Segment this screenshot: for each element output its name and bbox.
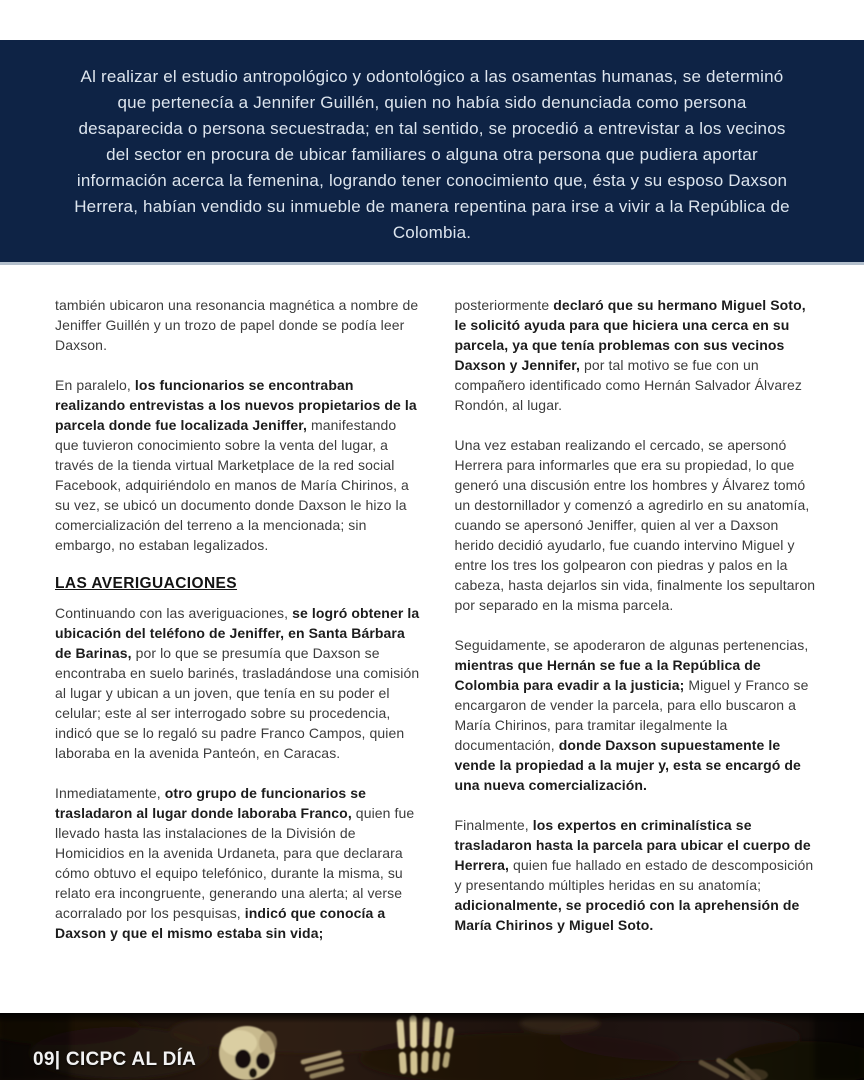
paragraph-text-run: también ubicaron una resonancia magnética a nombre de Jeniffer Guillén y un trozo de papel donde se podía leer Daxson. — [55, 297, 419, 353]
article-paragraph — [55, 295, 421, 355]
paragraph-text-run: Inmediatamente, — [55, 785, 165, 801]
paragraph-text-run: Una vez estaban realizando el cercado, se apersonó Herrera para informarles que era su propiedad, lo que generó una discusión entre los hombres y Álvarez tomó un destornillador y comenzó a agredirlo en su anatomía, cuando se apersonó Jeniffer, quien al ver a Daxson herido decidió ayudarlo, fue cuando intervino Miguel y entre los tres los golpearon con piedras y palos en la cabeza, hasta dejarlos sin vida, finalmente los sepultaron por separado en la misma parcela. — [454, 437, 816, 613]
article-paragraph — [455, 435, 821, 615]
paragraph-bold-run: declaró que su hermano Miguel Soto, le solicitó ayuda para que hiciera una cerca en su parcela, ya que tenía problemas con sus vecinos Daxson y Jennifer, — [454, 297, 806, 373]
paragraph-bold-run: indicó que conocía a Daxson y que el mismo estaba sin vida; — [55, 905, 386, 941]
paragraph-bold-run: mientras que Hernán se fue a la República de Colombia para evadir a la justicia; — [454, 657, 761, 693]
article-paragraph — [55, 375, 421, 555]
intro-banner-text: Al realizar el estudio antropológico y odontológico a las osamentas humanas, se determinó que pertenecía a Jennifer Guillén, quien no había sido denunciada como persona desaparecida o persona secuestrada; en tal sentido, se procedió a entrevistar a los vecinos del sector en procura de ubicar familiares o alguna otra persona que pudiera aportar información acerca la femenina, logrando tener conocimiento que, ésta y su esposo Daxson Herrera, habían vendido su inmueble de manera repentina para irse a vivir a la República de Colombia. — [74, 67, 790, 242]
paragraph-text-run: En paralelo, — [55, 377, 135, 393]
paragraph-text-run: posteriormente — [454, 297, 554, 313]
article-body — [0, 265, 864, 995]
paragraph-text-run: manifestando que tuvieron conocimiento sobre la venta del lugar, a través de la tienda virtual Marketplace de la red social Facebook, adquiriéndolo en manos de María Chirinos, a su vez, se ubicó un documento donde Daxson le hizo la comercialización del terreno a la mencionada; sin embargo, no estaban legalizados. — [55, 417, 409, 553]
article-right-column — [455, 295, 821, 995]
article-paragraph — [55, 783, 421, 943]
paragraph-bold-run: adicionalmente, se procedió con la aprehensión de María Chirinos y Miguel Soto. — [454, 897, 800, 933]
article-paragraph — [55, 603, 421, 763]
paragraph-bold-run: se logró obtener la ubicación del teléfono de Jeniffer, en Santa Bárbara de Barinas, — [55, 605, 420, 661]
paragraph-bold-run: donde Daxson supuestamente le vende la propiedad a la mujer y, esta se encargó de una nueva comercialización. — [454, 737, 801, 793]
photo-right-vignette — [814, 1013, 864, 1080]
page-footer — [0, 1013, 864, 1080]
page-number-label: 09| CICPC AL DÍA — [33, 1049, 197, 1070]
photo-top-shadow — [0, 1013, 864, 1023]
article-paragraph — [455, 295, 821, 415]
paragraph-text-run: Miguel y Franco se encargaron de vender la parcela, para ello buscaron a María Chirinos, para tramitar ilegalmente la documentación, — [454, 677, 809, 753]
article-paragraph — [455, 635, 821, 795]
paragraph-bold-run: los expertos en criminalística se trasladaron hasta la parcela para ubicar el cuerpo de Herrera, — [454, 817, 811, 873]
paragraph-text-run: por tal motivo se fue con un compañero identificado como Hernán Salvador Álvarez Rondón, al lugar. — [454, 357, 803, 413]
article-paragraph — [455, 815, 821, 935]
paragraph-bold-run: otro grupo de funcionarios se trasladaron al lugar donde laboraba Franco, — [55, 785, 367, 821]
paragraph-text-run: quien fue hallado en estado de descomposición y presentando múltiples heridas en su anatomía; — [454, 857, 814, 893]
paragraph-text-run: quien fue llevado hasta las instalaciones de la División de Homicidios en la avenida Urdaneta, para que declarara cómo obtuvo el equipo telefónico, durante la misma, su relato era incongruente, generando una alerta; al verse acorralado por los pesquisas, — [55, 805, 415, 921]
article-left-column — [55, 295, 421, 995]
paragraph-bold-run: los funcionarios se encontraban realizando entrevistas a los nuevos propietarios de la parcela donde fue localizada Jeniffer, — [55, 377, 417, 433]
paragraph-text-run: Seguidamente, se apoderaron de algunas pertenencias, — [454, 637, 809, 653]
section-heading: LAS AVERIGUACIONES — [55, 575, 238, 592]
intro-banner — [0, 40, 864, 265]
paragraph-text-run: Continuando con las averiguaciones, — [55, 605, 293, 621]
paragraph-text-run: Finalmente, — [454, 817, 533, 833]
paragraph-text-run: por lo que se presumía que Daxson se encontraba en suelo barinés, trasladándose una comisión al lugar y ubican a un joven, que tenía en su poder el celular; este al ser interrogado sobre su procedencia, indicó que se lo regaló su padre Franco Campos, quien laboraba en la avenida Panteón, en Caracas. — [55, 645, 420, 761]
